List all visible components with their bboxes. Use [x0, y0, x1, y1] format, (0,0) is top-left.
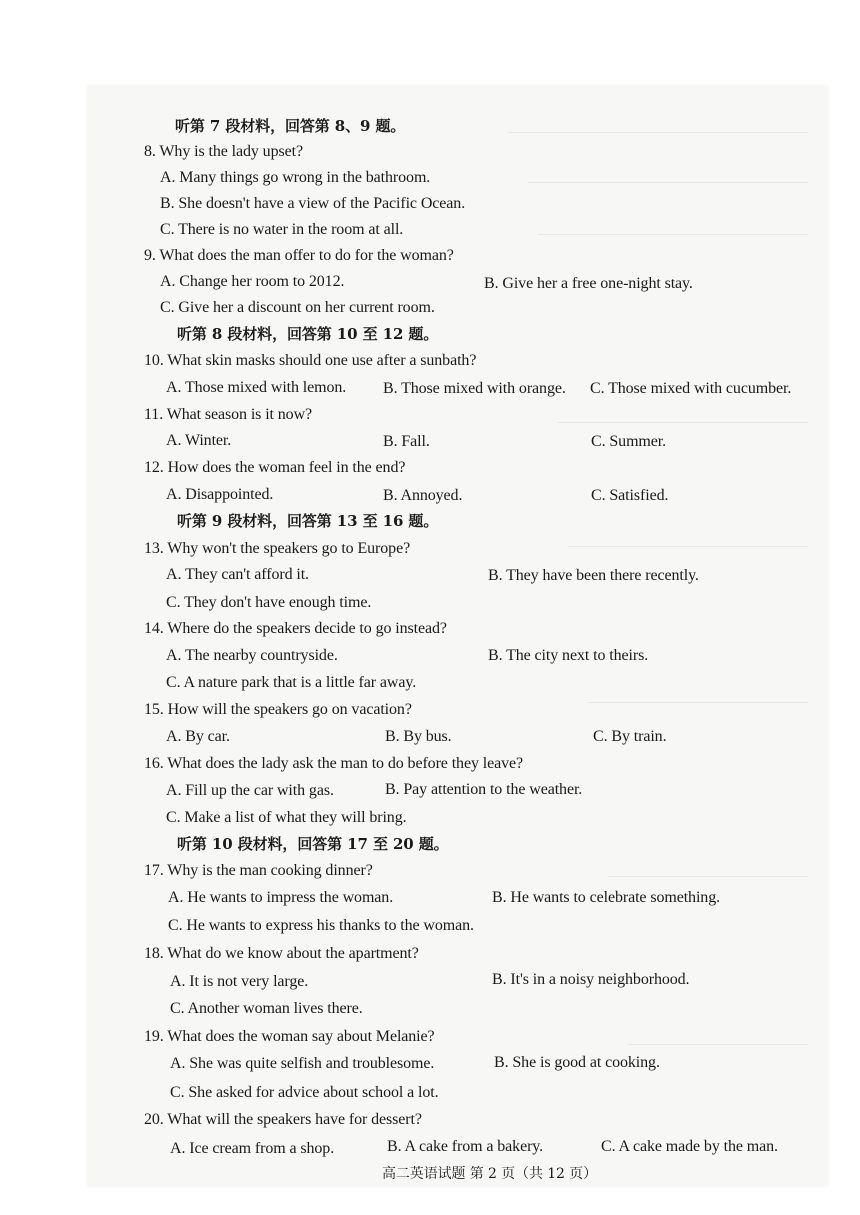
question-16-option-b: B. Pay attention to the weather. — [385, 781, 583, 798]
question-15-option-b: B. By bus. — [385, 728, 452, 745]
question-15-option-c: C. By train. — [593, 728, 667, 745]
question-13-option-c: C. They don't have enough time. — [166, 594, 372, 611]
question-10-option-a: A. Those mixed with lemon. — [166, 379, 347, 396]
question-12-option-c: C. Satisfied. — [591, 487, 669, 504]
question-10-option-c: C. Those mixed with cucumber. — [590, 380, 792, 397]
question-18-option-b: B. It's in a noisy neighborhood. — [492, 971, 690, 988]
question-20-option-a: A. Ice cream from a shop. — [170, 1140, 335, 1157]
question-14-option-c: C. A nature park that is a little far away. — [166, 674, 417, 691]
question-13-option-a: A. They can't afford it. — [166, 566, 309, 583]
question-16-stem: 16. What does the lady ask the man to do before they leave? — [144, 755, 524, 772]
question-9-option-c: C. Give her a discount on her current room. — [160, 299, 435, 316]
question-14-stem: 14. Where do the speakers decide to go instead? — [144, 620, 447, 637]
question-8-option-b: B. She doesn't have a view of the Pacific Ocean. — [160, 195, 466, 212]
question-18-option-a: A. It is not very large. — [170, 973, 309, 990]
question-17-stem: 17. Why is the man cooking dinner? — [144, 862, 373, 879]
question-20-option-b: B. A cake from a bakery. — [387, 1138, 544, 1155]
question-11-option-a: A. Winter. — [166, 432, 232, 449]
question-13-option-b: B. They have been there recently. — [488, 567, 699, 584]
question-9-option-b: B. Give her a free one-night stay. — [484, 275, 693, 292]
section-heading-9: 听第 9 段材料，回答第 13 至 16 题。 — [177, 512, 439, 530]
question-11-option-c: C. Summer. — [591, 433, 667, 450]
question-17-option-a: A. He wants to impress the woman. — [168, 889, 394, 906]
question-14-option-a: A. The nearby countryside. — [166, 647, 338, 664]
question-10-option-b: B. Those mixed with orange. — [383, 380, 566, 397]
section-heading-8: 听第 8 段材料，回答第 10 至 12 题。 — [177, 325, 439, 343]
section-heading-7: 听第 7 段材料，回答第 8、9 题。 — [175, 117, 406, 135]
question-17-option-c: C. He wants to express his thanks to the woman. — [168, 917, 474, 934]
question-12-option-a: A. Disappointed. — [166, 486, 274, 503]
page-footer: 高二英语试题 第 2 页（共 12 页） — [382, 1166, 597, 1182]
question-8-option-c: C. There is no water in the room at all. — [160, 221, 404, 238]
question-10-stem: 10. What skin masks should one use after a sunbath? — [144, 352, 477, 369]
question-19-option-b: B. She is good at cooking. — [494, 1054, 660, 1071]
question-11-stem: 11. What season is it now? — [144, 406, 313, 423]
question-17-option-b: B. He wants to celebrate something. — [492, 889, 720, 906]
question-20-stem: 20. What will the speakers have for dessert? — [144, 1111, 422, 1128]
question-12-stem: 12. How does the woman feel in the end? — [144, 459, 406, 476]
question-18-stem: 18. What do we know about the apartment? — [144, 945, 419, 962]
question-14-option-b: B. The city next to theirs. — [488, 647, 649, 664]
question-11-option-b: B. Fall. — [383, 433, 430, 450]
question-9-stem: 9. What does the man offer to do for the woman? — [144, 247, 454, 264]
question-19-option-c: C. She asked for advice about school a lot. — [170, 1084, 439, 1101]
question-15-stem: 15. How will the speakers go on vacation? — [144, 701, 412, 718]
question-13-stem: 13. Why won't the speakers go to Europe? — [144, 540, 411, 557]
question-16-option-a: A. Fill up the car with gas. — [166, 782, 334, 799]
question-9-option-a: A. Change her room to 2012. — [160, 273, 345, 290]
question-18-option-c: C. Another woman lives there. — [170, 1000, 363, 1017]
question-19-option-a: A. She was quite selfish and troublesome. — [170, 1055, 435, 1072]
question-19-stem: 19. What does the woman say about Melanie? — [144, 1028, 435, 1045]
question-15-option-a: A. By car. — [166, 728, 230, 745]
question-12-option-b: B. Annoyed. — [383, 487, 463, 504]
question-8-stem: 8. Why is the lady upset? — [144, 143, 303, 160]
question-8-option-a: A. Many things go wrong in the bathroom. — [160, 169, 431, 186]
question-16-option-c: C. Make a list of what they will bring. — [166, 809, 407, 826]
question-20-option-c: C. A cake made by the man. — [601, 1138, 778, 1155]
section-heading-10: 听第 10 段材料，回答第 17 至 20 题。 — [177, 835, 449, 853]
